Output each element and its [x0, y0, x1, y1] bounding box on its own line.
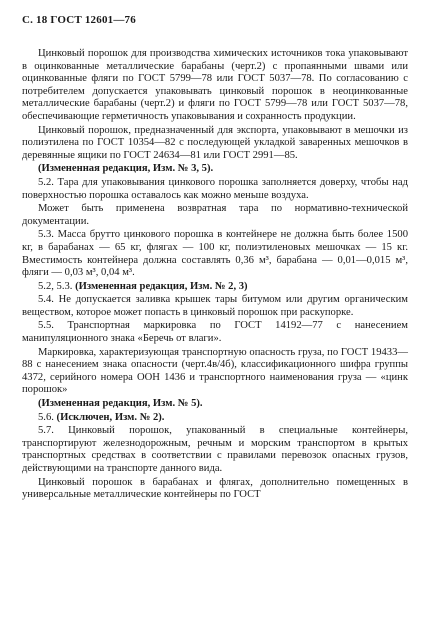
paragraph: 5.7. Цинковый порошок, упакованный в специальные контейнеры, транспортируют железнодорожным, речным и морским транспортом в крытых транспортных средствах в соответствии с правилами перевозок опасных грузов, действующими на транспорте данного вида. — [22, 425, 408, 474]
paragraph: Цинковый порошок для производства химических источников тока упаковывают в оцинкованные металлические барабаны (черт.2) с пропаянными швами или оцинкованные фляги по ГОСТ 5799—78 или ГОСТ 5037—78. По согласованию с потребителем допускается упаковывать цинковый порошок в неоцинкованные металлические барабаны (черт.2) и фляги по ГОСТ 5799—78 или ГОСТ 5037—78, обеспечивающие герметичность упаковывания и сохранность продукции. — [22, 48, 408, 122]
paragraph: Цинковый порошок, предназначенный для экспорта, упаковывают в мешочки из полиэтилена по ГОСТ 10354—82 с последующей укладкой заваренных мешочков в деревянные ящики по ГОСТ 24634—81 или ГОСТ 2991—85. — [22, 124, 408, 161]
paragraph-mixed — [22, 281, 408, 294]
paragraph: Может быть применена возвратная тара по нормативно-технической документации. — [22, 203, 408, 227]
clause-prefix: 5.6. — [38, 411, 57, 423]
paragraph: 5.3. Масса брутто цинкового порошка в контейнере не должна быть более 1500 кг, в барабанах — 65 кг, флягах — 100 кг, полиэтиленовых мешочках — 15 кг. Вместимость контейнера должна составлять 0,36 м³, барабана — 0,01—0,015 м³, фляги — 0,03 м³, 0,04 м³. — [22, 229, 408, 279]
page-header: С. 18 ГОСТ 12601—76 — [22, 14, 136, 26]
paragraph: 5.2. Тара для упаковывания цинкового порошка заполняется доверху, чтобы над поверхностью порошка оставалось как можно меньше воздуха. — [22, 176, 408, 201]
revision-note: (Измененная редакция, Изм. № 5). — [38, 398, 203, 410]
paragraph: 5.4. Не допускается заливка крышек тары битумом или другим органическим веществом, которое может попасть в цинковый порошок при раскупорке. — [22, 294, 408, 318]
paragraph: Цинковый порошок в барабанах и флягах, дополнительно помещенных в универсальные металлические контейнеры по ГОСТ — [22, 476, 408, 501]
clause-prefix: 5.2, 5.3. — [38, 280, 76, 292]
document-body — [22, 48, 408, 503]
revision-note: (Исключен, Изм. № 2). — [56, 411, 165, 423]
paragraph: 5.5. Транспортная маркировка по ГОСТ 14192—77 с нанесением манипуляционного знака «Беречь от влаги». — [22, 320, 408, 345]
revision-note: (Измененная редакция, Изм. № 2, 3) — [75, 280, 248, 292]
paragraph: Маркировка, характеризующая транспортную опасность груза, по ГОСТ 19433—88 с нанесением знака опасности (черт.4в/4б), классификационного шифра группы 4372, серийного номера ООН 1436 и транспортного наименования груза — «цинк порошок» — [22, 346, 408, 396]
revision-note: (Измененная редакция, Изм. № 3, 5). — [38, 163, 214, 175]
paragraph-mixed — [22, 412, 408, 425]
